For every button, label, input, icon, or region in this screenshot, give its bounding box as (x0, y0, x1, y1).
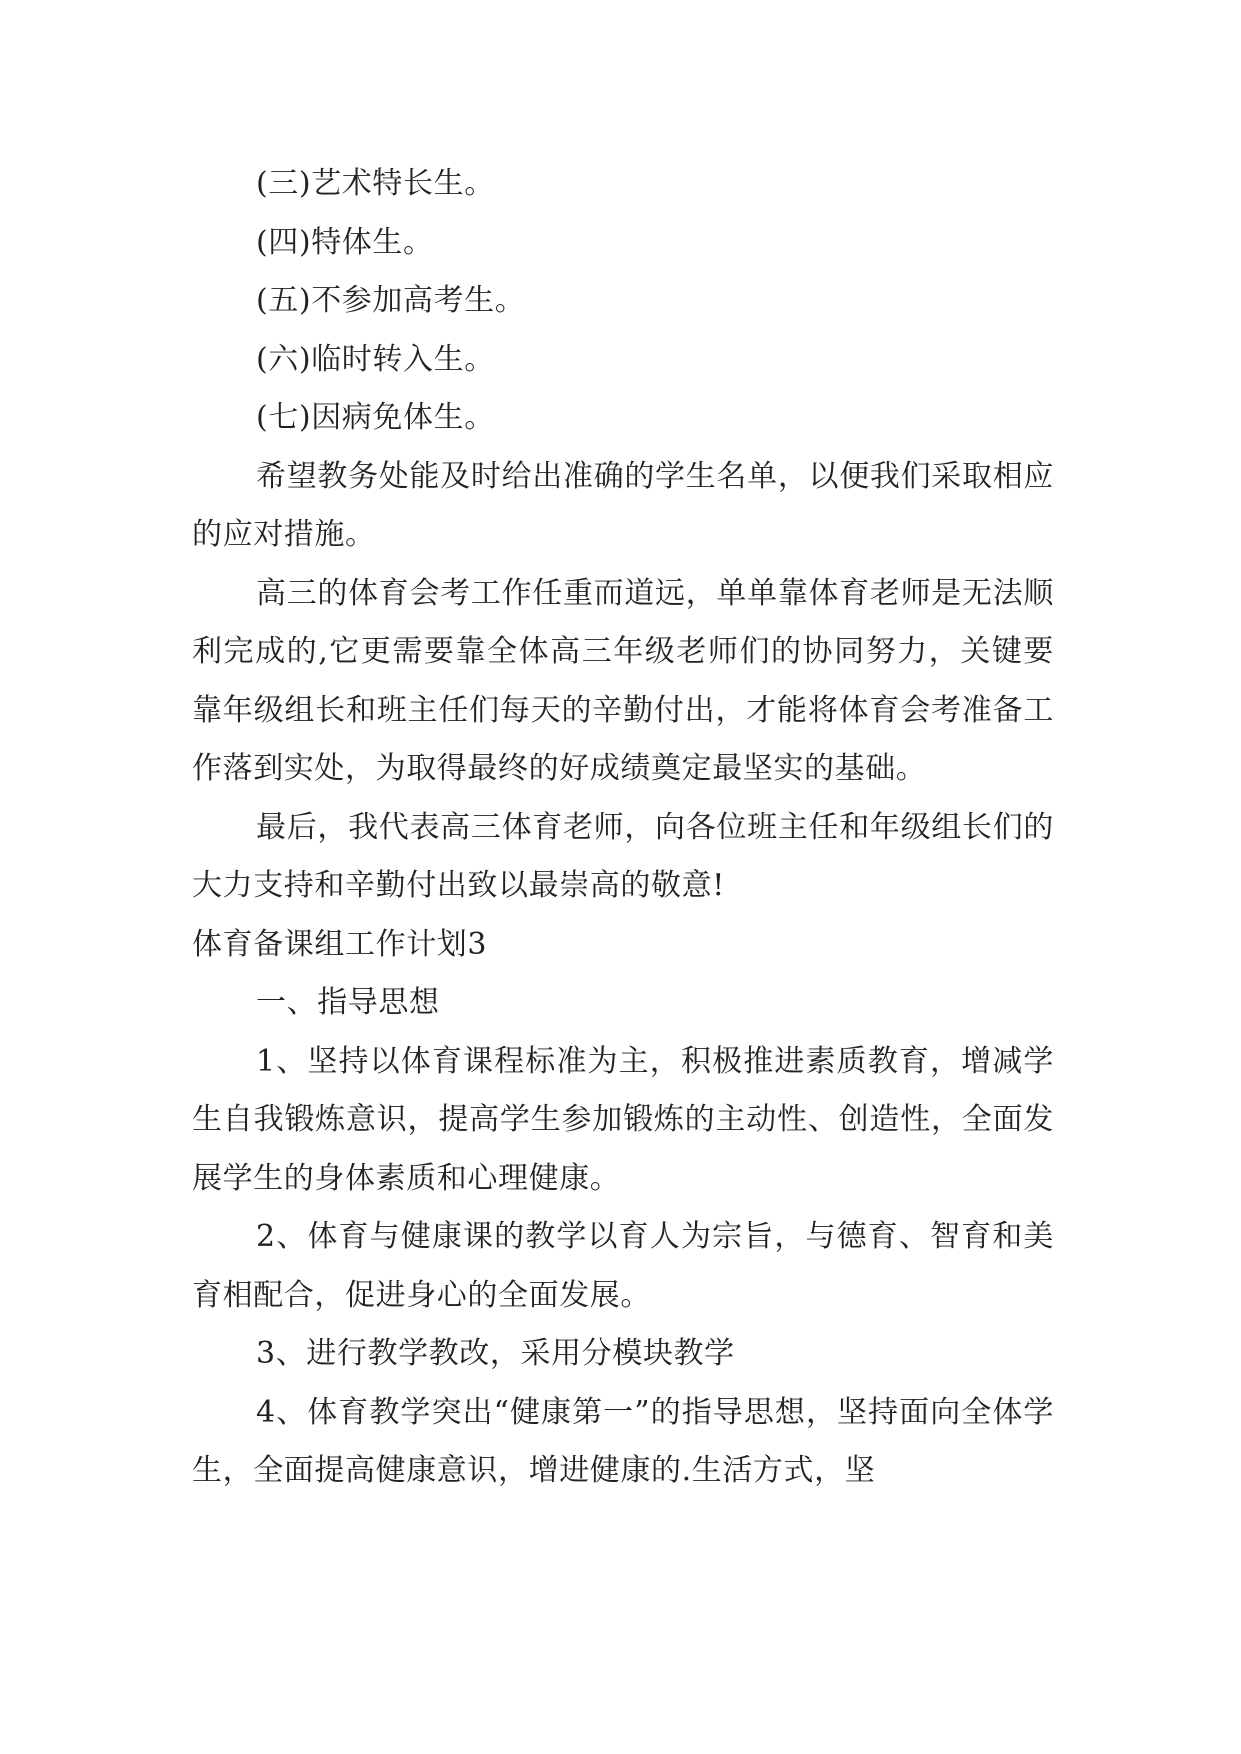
paragraph: 3、进行教学教改，采用分模块教学 (256, 1336, 735, 1371)
paragraph: (四)特体生。 (256, 224, 434, 260)
subsection-heading: 一、指导思想 (256, 985, 440, 1020)
paragraph: 高三的体育会考工作任重而道远，单单靠体育老师是无法顺利完成的,它更需要靠全体高三年级老师们的协同努力，关键要靠年级组长和班主任们每天的辛勤付出，才能将体育会考准备工作落到实处，为取得最终的好成绩奠定最坚实的基础。 (192, 575, 1054, 786)
paragraph: 1、坚持以体育课程标准为主，积极推进素质教育，增减学生自我锻炼意识，提高学生参加锻炼的主动性、创造性，全面发展学生的身体素质和心理健康。 (192, 1043, 1054, 1196)
paragraph: (三)艺术特长生。 (256, 166, 495, 201)
document-body (192, 155, 1054, 1501)
paragraph: (七)因病免体生。 (256, 400, 495, 435)
paragraph: (六)临时转入生。 (256, 341, 495, 377)
paragraph: 4、体育教学突出“健康第一”的指导思想，坚持面向全体学生，全面提高健康意识，增进健康的.生活方式，坚 (192, 1394, 1054, 1488)
paragraph: 希望教务处能及时给出准确的学生名单，以便我们采取相应的应对措施。 (192, 458, 1054, 552)
section-heading: 体育备课组工作计划3 (192, 926, 488, 962)
paragraph: 最后，我代表高三体育老师，向各位班主任和年级组长们的大力支持和辛勤付出致以最崇高的敬意! (192, 809, 1054, 903)
paragraph: (五)不参加高考生。 (256, 283, 526, 318)
paragraph: 2、体育与健康课的教学以育人为宗旨，与德育、智育和美育相配合，促进身心的全面发展。 (192, 1219, 1054, 1313)
